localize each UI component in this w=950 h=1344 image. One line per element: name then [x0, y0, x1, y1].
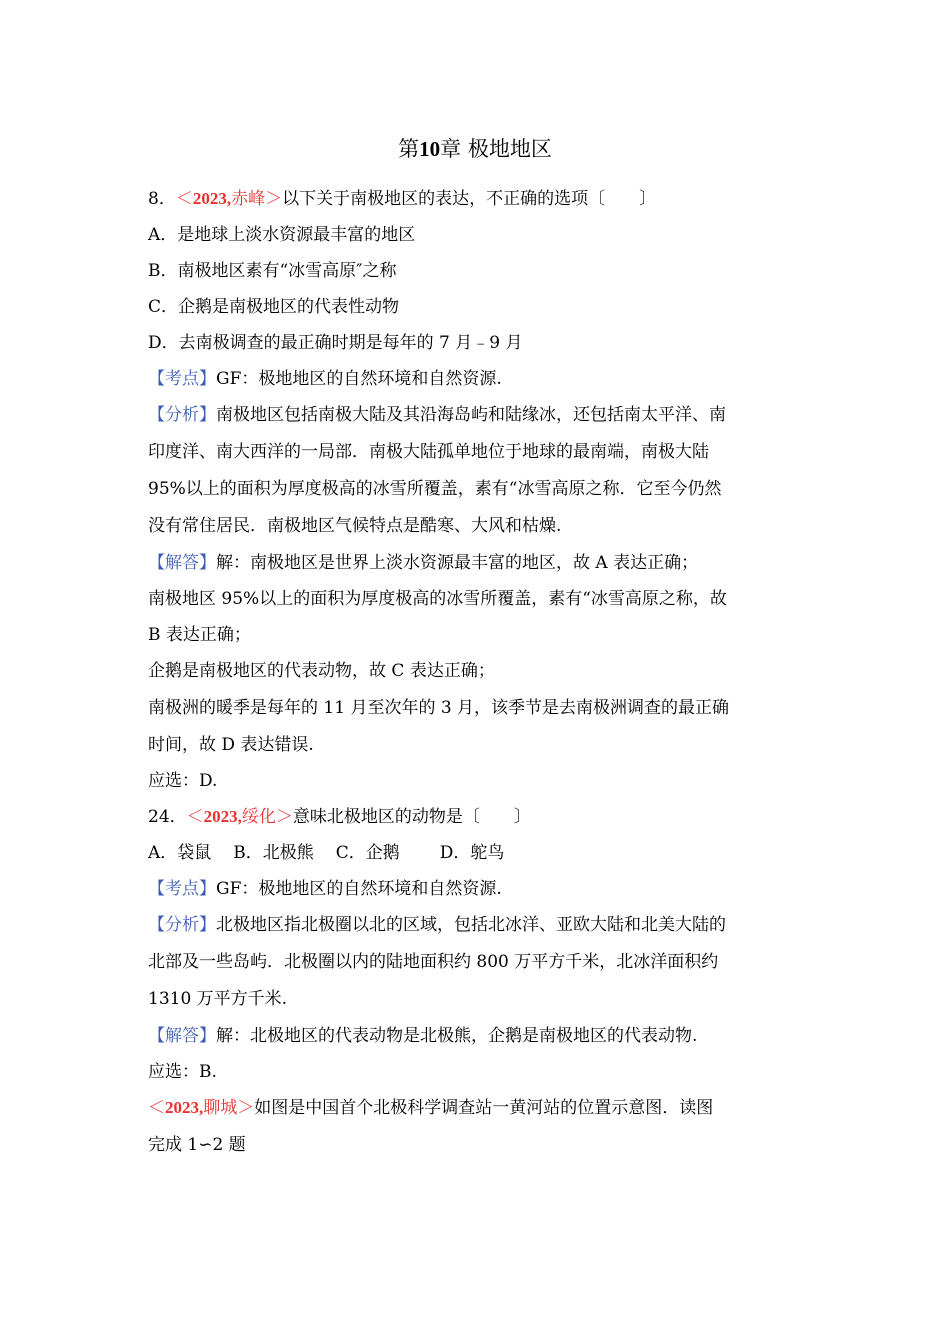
q8-option-c: C．企鹅是南极地区的代表性动物 — [148, 297, 400, 317]
q24-kaodian-text: GF：极地地区的自然环境和自然资源. — [216, 879, 502, 899]
q8-option-b: B．南极地区素有“冰雪高原″之称 — [148, 261, 397, 281]
q8-fenxi-line: 印度洋、南大西洋的一局部．南极大陆孤单地位于地球的最南端，南极大陆 — [148, 442, 709, 462]
q8-source-place: 赤峰 — [231, 189, 266, 209]
title-suffix: 章 极地地区 — [440, 137, 552, 161]
liaocheng-source-place: 聊城 — [203, 1098, 238, 1118]
q24-stem-text: 意味北极地区的动物是〔 〕 — [292, 807, 531, 827]
liaocheng-source-open: ＜ — [148, 1098, 165, 1118]
q8-fenxi-text: 南极地区包括南极大陆及其沿海岛屿和陆缘冰，还包括南太平洋、南 — [216, 405, 726, 425]
q8-stem — [148, 187, 808, 211]
q8-fenxi-tag: 【分析】 — [148, 405, 216, 425]
q24-jieda-tag: 【解答】 — [148, 1026, 216, 1046]
q24-option-d: D．鸵鸟 — [439, 843, 505, 863]
q8-kaodian — [148, 367, 808, 391]
q8-jieda-tag: 【解答】 — [148, 553, 216, 573]
liaocheng-source-close: ＞ — [237, 1098, 255, 1118]
liaocheng-source — [148, 1098, 254, 1118]
liaocheng-stem — [148, 1096, 808, 1120]
q24-number: 24． — [148, 807, 187, 827]
q24-kaodian — [148, 877, 808, 901]
title-prefix: 第 — [398, 137, 420, 161]
q24-fenxi-text: 北极地区指北极圈以北的区域，包括北冰洋、亚欧大陆和北美大陆的 — [216, 915, 726, 935]
q8-jieda-line: 南极地区 95%以上的面积为厚度极高的冰雪所覆盖，素有“冰雪高原之称，故 — [148, 589, 727, 609]
q8-jieda-line — [148, 551, 808, 575]
q8-answer: 应选：D. — [148, 771, 218, 791]
liaocheng-source-year: 2023, — [165, 1098, 204, 1117]
q8-jieda-line: 南极洲的暖季是每年的 11 月至次年的 3 月，该季节是去南极洲调查的最正确 — [148, 698, 730, 718]
q8-jieda-line: 时间，故 D 表达错误. — [148, 735, 314, 755]
q8-option-a: A．是地球上淡水资源最丰富的地区 — [148, 225, 416, 245]
title-number: 10 — [419, 137, 441, 161]
q8-fenxi-line: 95%以上的面积为厚度极高的冰雪所覆盖，素有“冰雪高原之称．它至今仍然 — [148, 479, 722, 499]
q24-option-b: B．北极熊 — [233, 843, 314, 863]
q24-options — [148, 841, 808, 865]
q24-kaodian-tag: 【考点】 — [148, 879, 216, 899]
q24-jieda — [148, 1024, 808, 1048]
liaocheng-stem-text: 如图是中国首个北极科学调查站一黄河站的位置示意图．读图 — [254, 1098, 714, 1118]
q24-source-close: ＞ — [275, 807, 293, 827]
q24-jieda-text: 解：北极地区的代表动物是北极熊，企鹅是南极地区的代表动物. — [216, 1026, 698, 1046]
q24-stem — [148, 805, 808, 829]
q8-source — [176, 189, 282, 209]
q8-source-open: ＜ — [175, 189, 193, 209]
page-title — [0, 134, 950, 164]
q8-number: 8． — [148, 189, 176, 209]
q24-fenxi-tag: 【分析】 — [148, 915, 216, 935]
q24-fenxi-line — [148, 913, 808, 937]
q24-fenxi-line: 北部及一些岛屿．北极圈以内的陆地面积约 800 万平方千米，北冰洋面积约 — [148, 952, 719, 972]
q24-source-year: 2023, — [203, 807, 242, 826]
q8-jieda-text: 解：南极地区是世界上淡水资源最丰富的地区，故 A 表达正确； — [216, 553, 699, 573]
q8-fenxi-line: 没有常住居民．南极地区气候特点是酷寒、大风和枯燥. — [148, 516, 562, 536]
q8-kaodian-text: GF：极地地区的自然环境和自然资源. — [216, 369, 502, 389]
q24-option-a: A．袋鼠 — [148, 843, 212, 863]
q24-source-open: ＜ — [186, 807, 204, 827]
q24-answer: 应选：B. — [148, 1062, 217, 1082]
q8-fenxi-line — [148, 403, 808, 427]
q8-option-d: D．去南极调查的最正确时期是每年的 7 月﹣9 月 — [148, 333, 523, 353]
q8-source-year: 2023, — [192, 189, 232, 208]
q8-jieda-line: B 表达正确； — [148, 625, 251, 645]
q24-source — [187, 807, 293, 827]
q8-jieda-line: 企鹅是南极地区的代表动物，故 C 表达正确； — [148, 661, 495, 681]
liaocheng-stem-line: 完成 1∽2 题 — [148, 1135, 246, 1155]
q8-kaodian-tag: 【考点】 — [148, 369, 216, 389]
q24-option-c: C．企鹅 — [335, 843, 400, 863]
q24-fenxi-line: 1310 万平方千米. — [148, 989, 288, 1009]
q8-stem-text: 以下关于南极地区的表达，不正确的选项〔 〕 — [282, 189, 657, 209]
q8-source-close: ＞ — [265, 189, 283, 209]
q24-source-place: 绥化 — [241, 807, 276, 827]
